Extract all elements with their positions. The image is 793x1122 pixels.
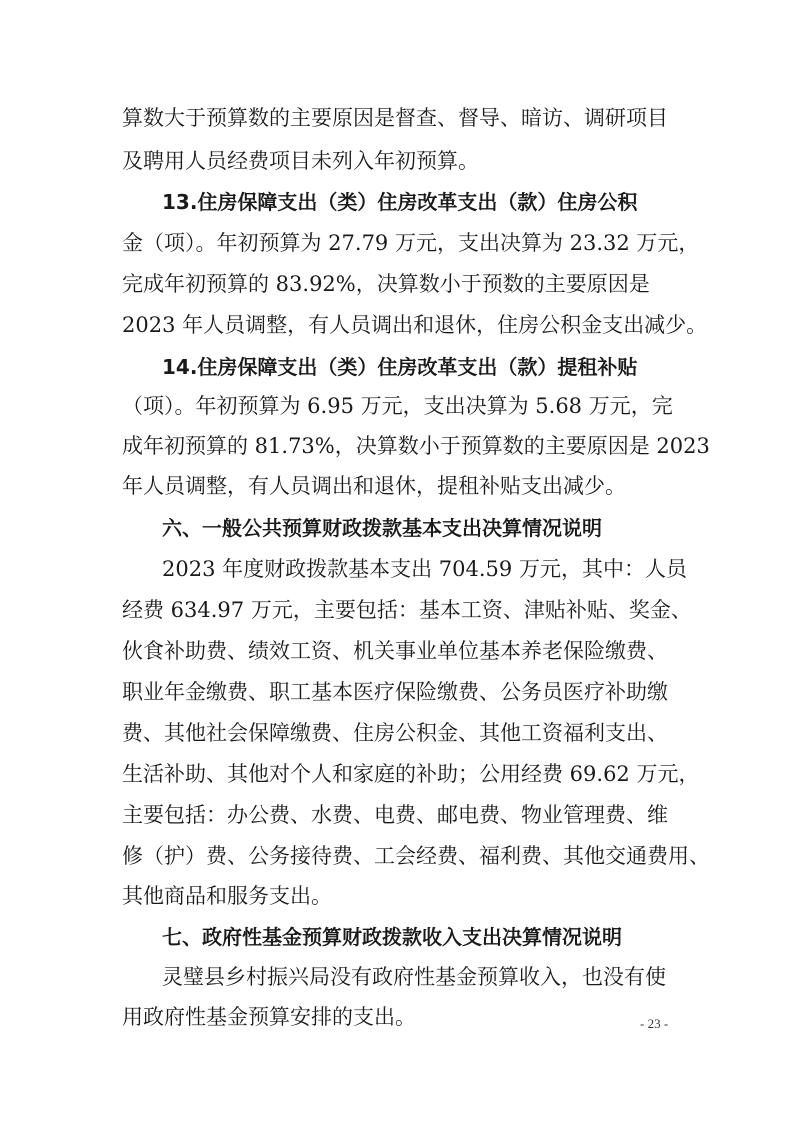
section-heading: 七、政府性基金预算财政拨款收入支出决算情况说明 bbox=[162, 925, 622, 949]
text-line: 费、其他社会保障缴费、住房公积金、其他工资福利支出、 bbox=[122, 721, 668, 745]
text-line: 完成年初预算的 83.92%，决算数小于预数的主要原因是 bbox=[122, 272, 650, 296]
page-number: - 23 - bbox=[640, 1016, 669, 1031]
text-line: 经费 634.97 万元，主要包括：基本工资、津贴补贴、奖金、 bbox=[122, 598, 692, 622]
text-line: 及聘用人员经费项目未列入年初预算。 bbox=[122, 149, 479, 173]
text-line: 金（项）。年初预算为 27.79 万元，支出决算为 23.32 万元， bbox=[122, 231, 700, 255]
text-line: （项）。年初预算为 6.95 万元，支出决算为 5.68 万元，完 bbox=[122, 394, 673, 418]
text-line: 职业年金缴费、职工基本医疗保险缴费、公务员医疗补助缴 bbox=[122, 680, 668, 704]
text-line: 2023 年度财政拨款基本支出 704.59 万元，其中：人员 bbox=[162, 557, 687, 581]
section-heading: 13.住房保障支出（类）住房改革支出（款）住房公积 bbox=[162, 190, 638, 214]
text-line: 灵璧县乡村振兴局没有政府性基金预算收入，也没有使 bbox=[162, 965, 666, 989]
section-heading: 六、一般公共预算财政拨款基本支出决算情况说明 bbox=[162, 516, 602, 540]
text-line: 修（护）费、公务接待费、工会经费、福利费、其他交通费用、 bbox=[122, 844, 710, 868]
section-heading: 14.住房保障支出（类）住房改革支出（款）提租补贴 bbox=[162, 355, 638, 379]
text-line: 用政府性基金预算安排的支出。 bbox=[122, 1005, 416, 1029]
text-line: 成年初预算的 81.73%，决算数小于预算数的主要原因是 2023 bbox=[122, 434, 710, 458]
text-line: 其他商品和服务支出。 bbox=[122, 884, 332, 908]
text-line: 伙食补助费、绩效工资、机关事业单位基本养老保险缴费、 bbox=[122, 639, 668, 663]
text-line: 算数大于预算数的主要原因是督查、督导、暗访、调研项目 bbox=[122, 106, 668, 130]
text-line: 主要包括：办公费、水费、电费、邮电费、物业管理费、维 bbox=[122, 803, 668, 827]
text-line: 生活补助、其他对个人和家庭的补助；公用经费 69.62 万元， bbox=[122, 762, 700, 786]
text-line: 2023 年人员调整，有人员调出和退休，住房公积金支出减少。 bbox=[122, 313, 708, 337]
text-line: 年人员调整，有人员调出和退休，提租补贴支出减少。 bbox=[122, 474, 626, 498]
